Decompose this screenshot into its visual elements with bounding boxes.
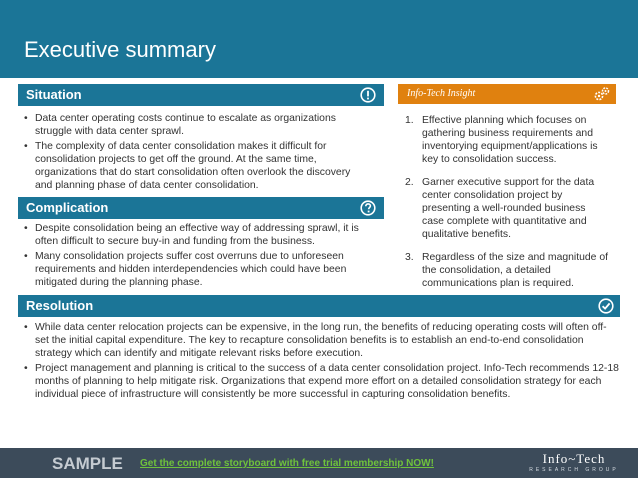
item-number: 1.: [405, 115, 414, 126]
gears-icon: [593, 86, 611, 102]
complication-heading: Complication: [26, 200, 109, 215]
insight-header: [398, 84, 616, 104]
resolution-header: [18, 295, 620, 317]
question-icon: [360, 200, 376, 216]
insight-heading: Info-Tech Insight: [407, 88, 476, 99]
resolution-list: [21, 321, 619, 403]
insight-list: [405, 114, 609, 300]
list-item: [405, 176, 609, 241]
complication-list: [21, 222, 366, 291]
list-item: [405, 251, 609, 290]
complication-header: [18, 197, 384, 219]
info-tech-logo: Info~Tech: [542, 451, 606, 466]
exclamation-icon: [360, 87, 376, 103]
sample-label: SAMPLE: [52, 454, 123, 473]
logo-tagline: RESEARCH GROUP: [529, 467, 619, 473]
item-number: 3.: [405, 252, 414, 263]
page-title: Executive summary: [24, 37, 216, 62]
list-item: • Data center operating costs continue to escalate as organizations struggle with data center sprawl.: [21, 112, 366, 138]
item-text: Regardless of the size and magnitude of the consolidation, a detailed communications plan is required.: [422, 252, 608, 289]
situation-header: [18, 84, 384, 106]
item-number: 2.: [405, 177, 414, 188]
list-item: • While data center relocation projects can be expensive, in the long run, the benefits of reducing operating costs will often off-set the initial capital expenditure. The key to recapture consolidation benefits is to establish an end-to-end consolidation strategy which can identify and mitigate relevant risks before execution.: [21, 321, 619, 360]
list-item: [405, 114, 609, 166]
item-text: Garner executive support for the data center consolidation project by presenting a well-rounded business case complete with quantitative and qualitative benefits.: [422, 177, 595, 240]
situation-heading: Situation: [26, 87, 82, 102]
list-item: • Many consolidation projects suffer cost overruns due to unforeseen requirements and hidden interdependencies which could have been mitigated during the planning phase.: [21, 250, 366, 289]
item-text: Effective planning which focuses on gathering business requirements and inventorying equipment/applications is key to consolidation success.: [422, 115, 598, 165]
situation-list: [21, 112, 366, 194]
resolution-heading: Resolution: [26, 298, 94, 313]
list-item: • Despite consolidation being an effective way of addressing sprawl, it is often difficult to secure buy-in and funding from the business.: [21, 222, 366, 248]
header-banner: [0, 0, 638, 78]
check-circle-icon: [598, 298, 614, 314]
list-item: • The complexity of data center consolidation makes it difficult for consolidation projects to get off the ground. At the same time, organizations that do start consolidation often overlook the discovery and planning phase of data center consolidation.: [21, 140, 366, 192]
list-item: • Project management and planning is critical to the success of a data center consolidation project. Info-Tech recommends 12-18 months of planning to help mitigate risk. Organizations that expend more effort on a detailed consolidation strategy for each individual piece of infrastructure will consistently be more successful in capturing consolidation benefits.: [21, 362, 619, 401]
trial-membership-link[interactable]: Get the complete storyboard with free trial membership NOW!: [140, 458, 434, 469]
